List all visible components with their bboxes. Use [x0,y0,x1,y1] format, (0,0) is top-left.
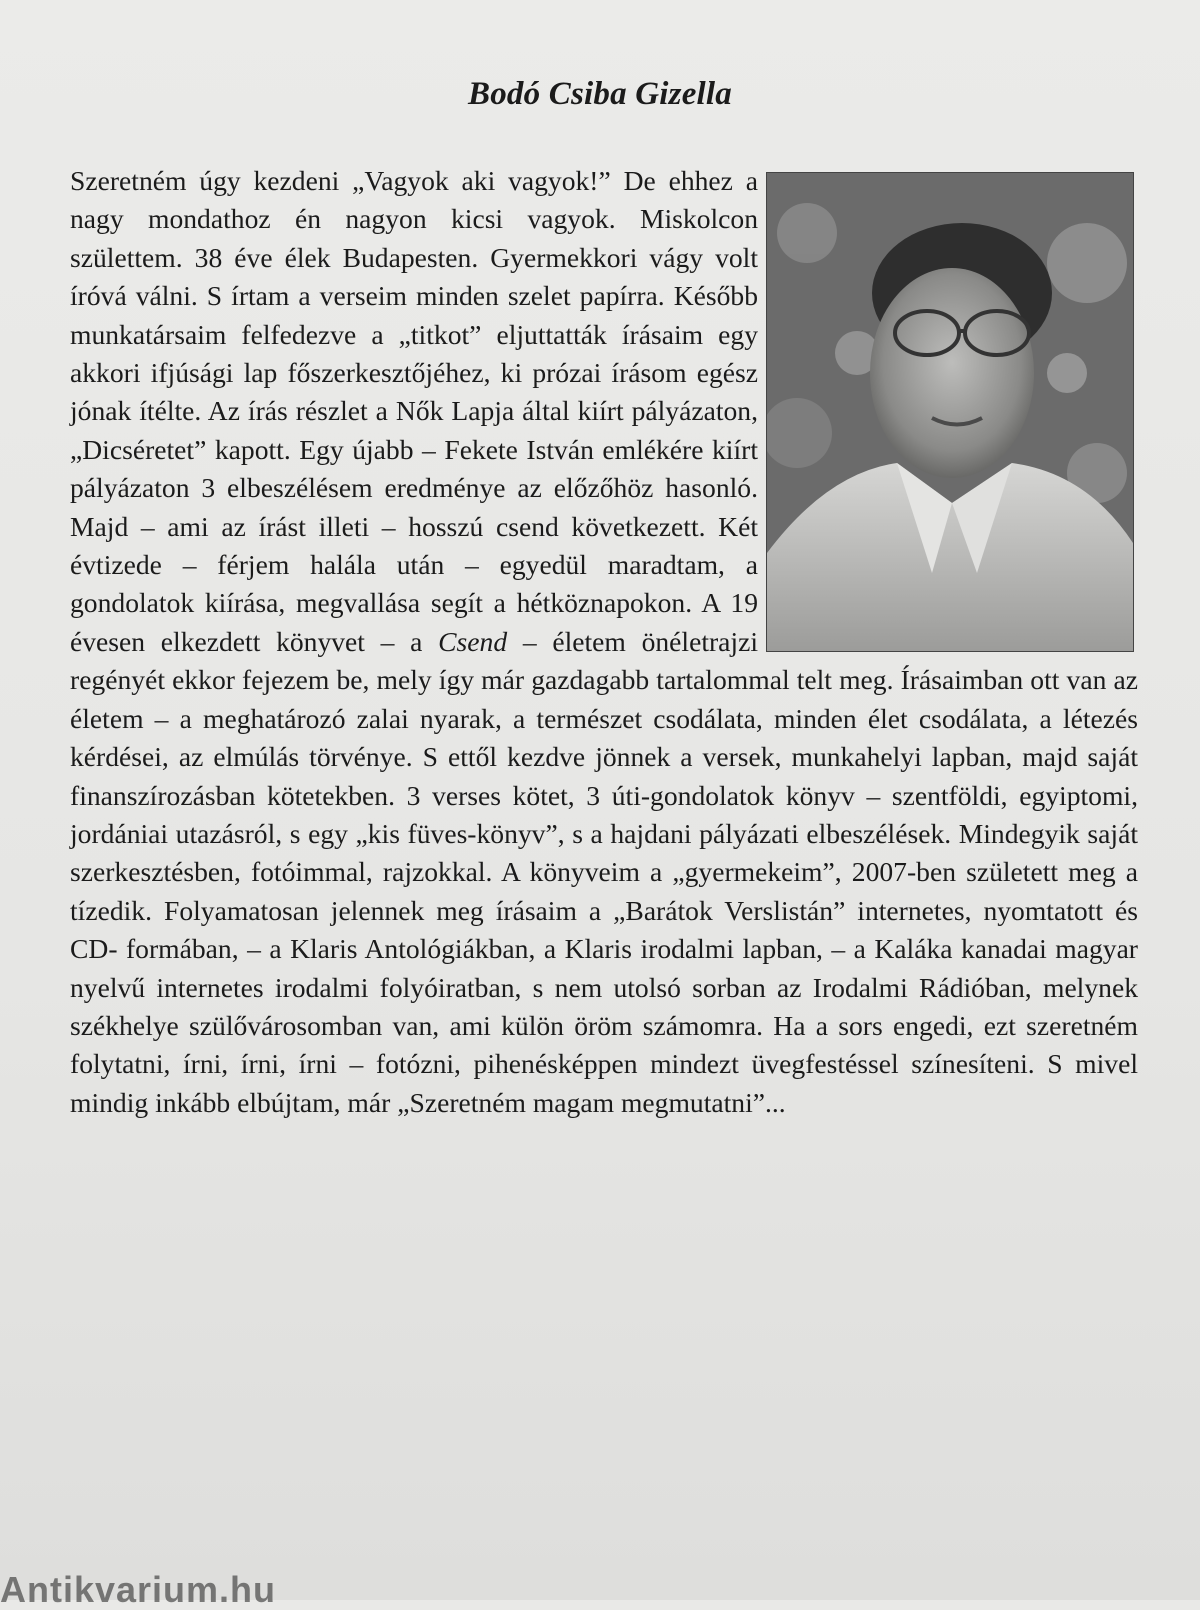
biography-text [70,162,1138,1122]
biography-text-part-2: – életem önéletrajzi regényét ekkor fejezem be, mely így már gazdagabb tartalommal telt meg. Írásaimban ott van az életem – a meghatározó zalai nyarak, a természet csodálata, minden élet csodálata, a létezés kérdései, az elmúlás törvénye. S ettől kezdve jönnek a versek, munkahelyi lapban, majd saját finanszírozásban kötetekben. 3 verses kötet, 3 úti-gondolatok könyv – szentföldi, egyiptomi, jordániai utazásról, s egy „kis füves-könyv”, s a hajdani pályázati elbeszélések. Mindegyik saját szerkesztésben, fotóimmal, rajzokkal. A könyveim a „gyermekeim”, 2007-ben született meg a tízedik. Folyamatosan jelennek meg írásaim a „Barátok Verslistán” internetes, nyomtatott és CD- formában, – a Klaris Antológiákban, a Klaris irodalmi lapban, – a Kaláka kanadai magyar nyelvű internetes irodalmi folyóiratban, s nem utolsó sorban az Irodalmi Rádióban, melynek székhelye szülővárosomban van, ami külön öröm számomra. Ha a sors engedi, ezt szeretném folytatni, írni, írni, írni – fotózni, pihenésképpen mindezt üvegfestéssel színesíteni. S mivel mindig inkább elbújtam, már „Szeretném magam megmutatni”... [70,625,1138,1118]
book-title-italic: Csend [438,625,508,657]
photo-spacer [758,162,1138,654]
watermark-text: Antikvarium.hu [0,1569,277,1610]
biography-text-part-1: Szeretném úgy kezdeni „Vagyok aki vagyok!” De ehhez a nagy mondathoz én nagyon kicsi vagyok. Miskolcon születtem. 38 éve élek Budapesten. Gyermekkori vágy volt íróvá válni. S írtam a verseim minden szelet papírra. Később munkatársaim felfedezve a „titkot” eljuttatták írásaim egy akkori ifjúsági lap főszerkesztőjéhez, ki prózai írásom egész jónak ítélte. Az írás részlet a Nők Lapja által kiírt pályázaton, „Dicséretet” kapott. Egy újabb – Fekete István emlékére kiírt pályázaton 3 elbeszélésem eredménye az előzőhöz hasonló. Majd – ami az írást illeti – hosszú csend következett. Két évtizede – férjem halála után – egyedül maradtam, a gondolatok kiírása, megvallása segít a hétköznapokon. A 19 évesen elkezdett könyvet – a [70,165,758,657]
author-name-heading: Bodó Csiba Gizella [468,76,732,112]
